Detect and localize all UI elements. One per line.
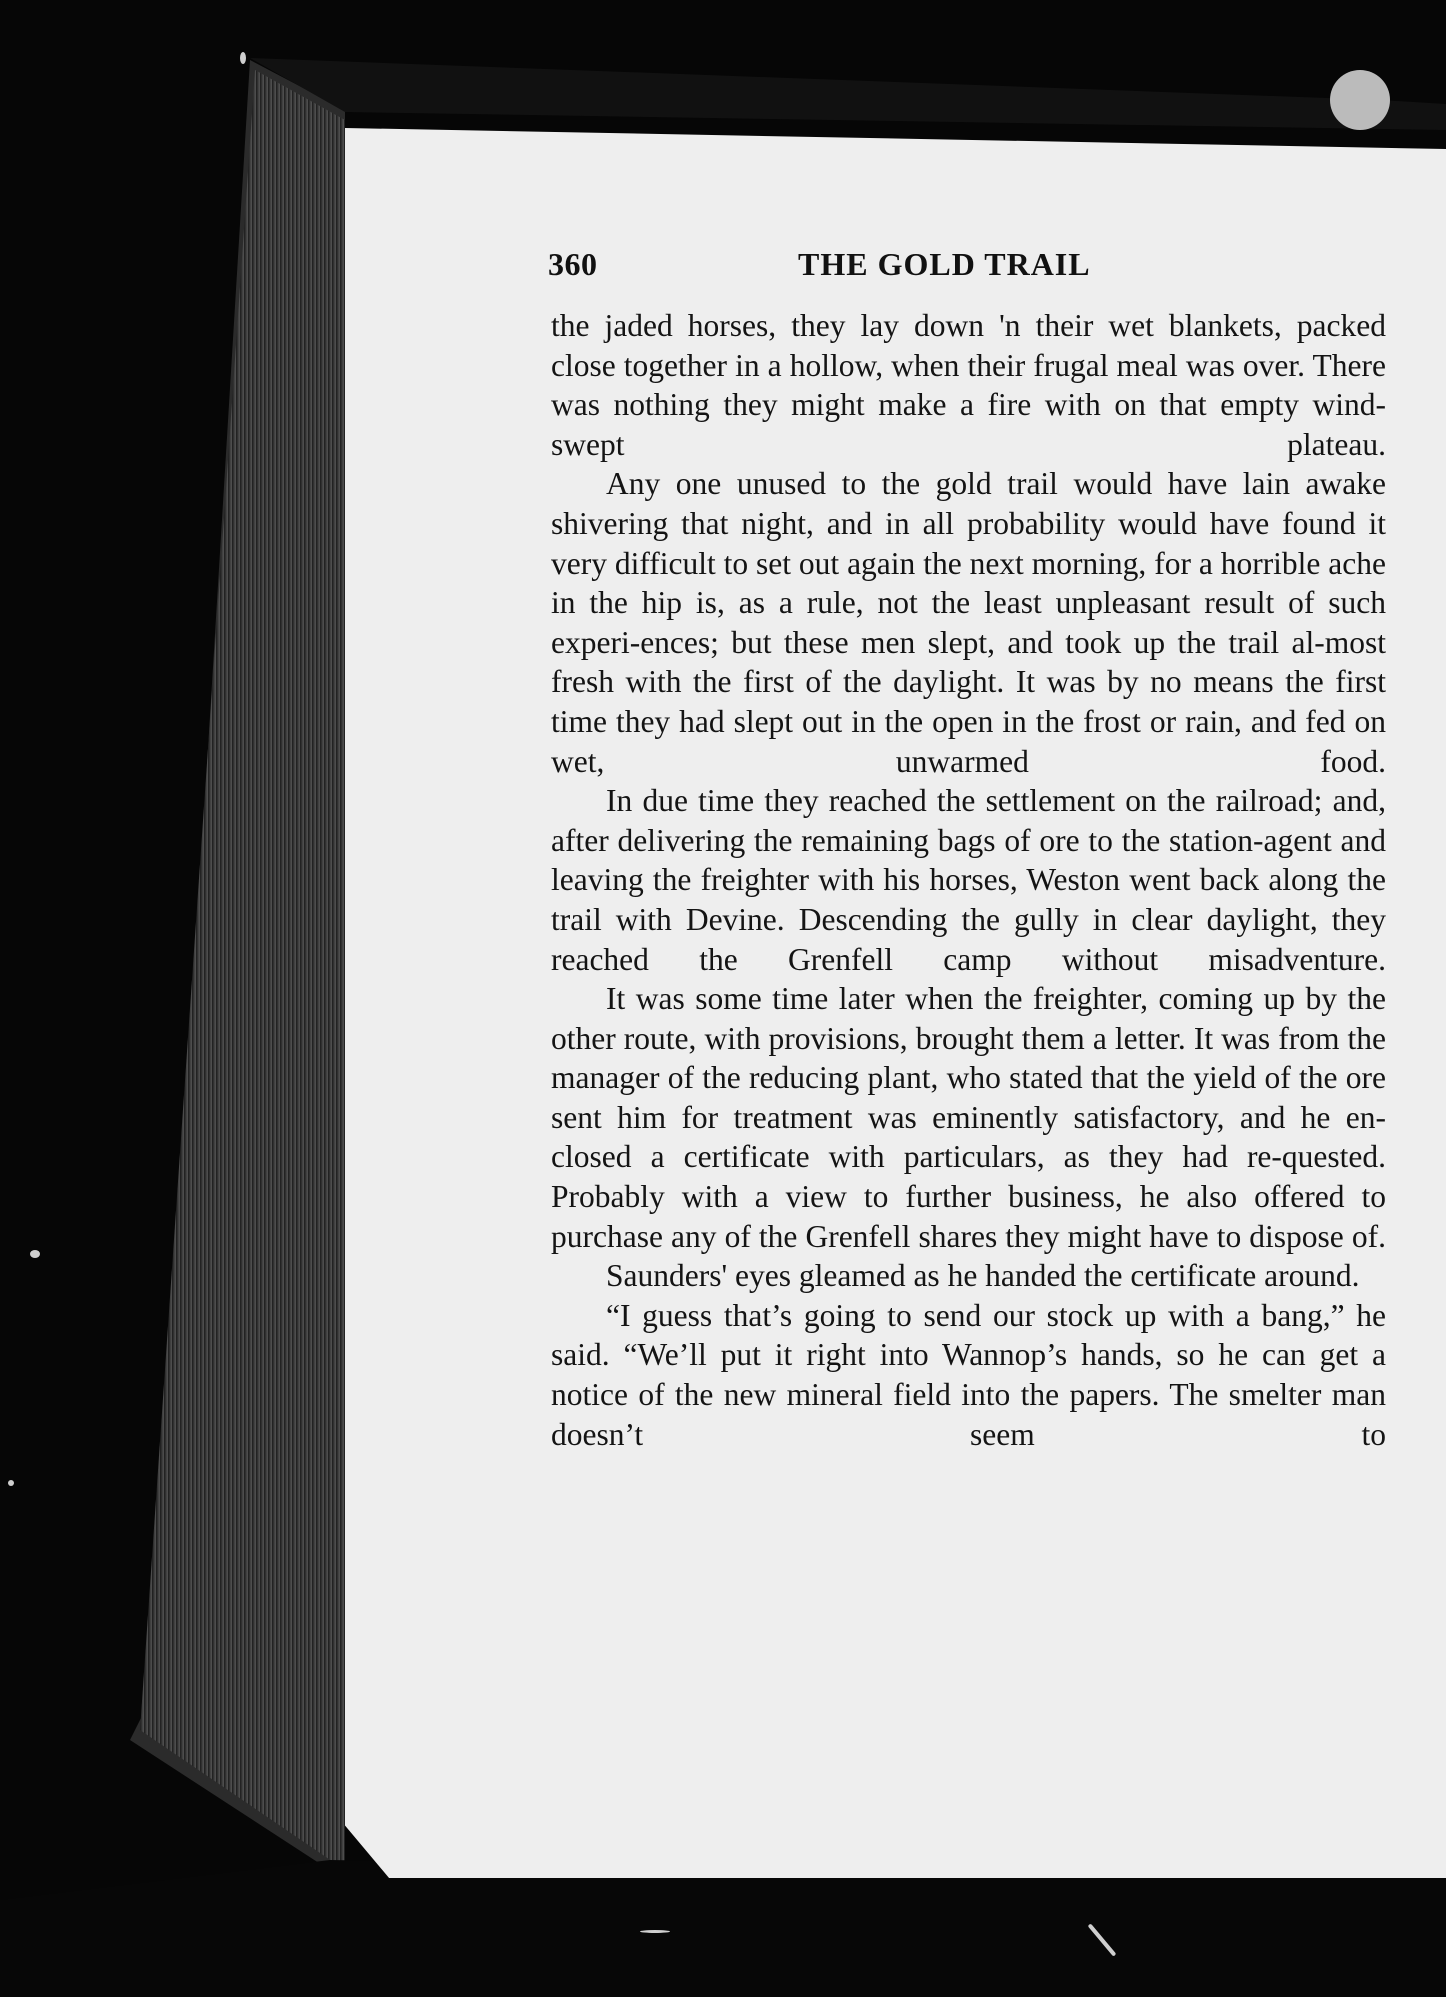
paragraph-3: In due time they reached the settlement on the railroad; and, after delivering the remaining bags of ore to the station-agent and leaving the freighter with his horses, Weston went back along the trail with Devine. Descending the gully in clear daylight, they reached the Grenfell camp without misadventure. <box>551 783 1386 977</box>
paragraph-6: “I guess that’s going to send our stock up with a bang,” he said. “We’ll put it right into Wannop’s hands, so he can get a notice of the new mineral field into the papers. The smelter man doesn’t seem to <box>551 1297 1386 1452</box>
dust-speck <box>30 1250 40 1258</box>
running-head <box>548 246 1446 292</box>
paragraph-2: Any one unused to the gold trail would have lain awake shivering that night, and in all probability would have found it very difficult to set out again the next morning, for a horrible ache in the hip is, as a rule, not the least unpleasant result of such experi-ences; but these men slept, and took up the trail al-most fresh with the first of the daylight. It was by no means the first time they had slept out in the open in the frost or rain, and fed on wet, unwarmed food. <box>551 466 1386 779</box>
dust-speck <box>1330 70 1390 130</box>
paragraph-4: It was some time later when the freighter, coming up by the other route, with provisions, brought them a letter. It was from the manager of the reducing plant, who stated that the yield of the ore sent him for treatment was eminently satisfactory, and he en-closed a certificate with particulars, as they had re-quested. Probably with a view to further business, he also offered to purchase any of the Grenfell shares they might have to dispose of. <box>551 981 1386 1254</box>
paragraph-1: the jaded horses, they lay down 'n their wet blankets, packed close together in a hollow, when their frugal meal was over. There was nothing they might make a fire with on that empty wind-swept plateau. <box>551 308 1386 462</box>
running-title: THE GOLD TRAIL <box>798 246 1091 282</box>
page-number: 360 <box>548 246 598 282</box>
paragraph-5: Saunders' eyes gleamed as he handed the certificate around. <box>606 1258 1360 1294</box>
dust-speck <box>8 1480 14 1486</box>
dust-speck <box>640 1930 670 1933</box>
body-text <box>551 306 1386 1454</box>
dust-speck <box>240 52 246 64</box>
